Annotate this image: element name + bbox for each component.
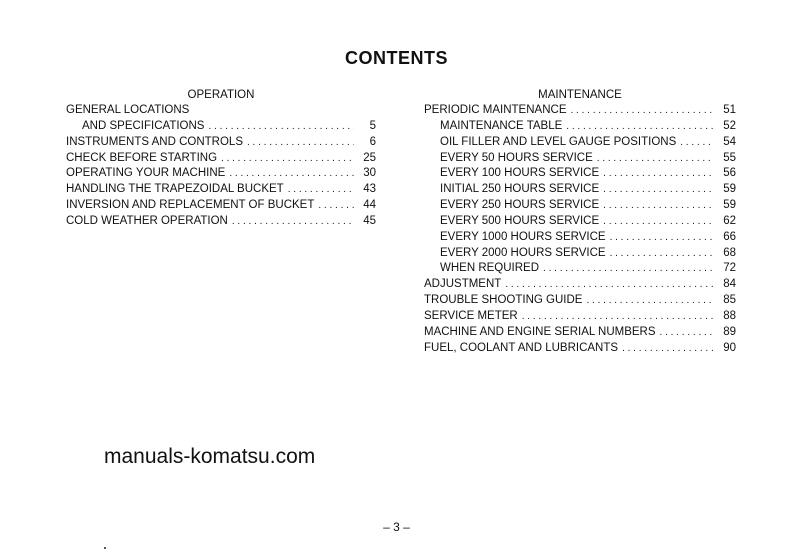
toc-entry[interactable] (424, 341, 736, 357)
page-number: – 3 – (383, 520, 410, 534)
toc-entry[interactable] (66, 119, 376, 135)
toc-dot-leader (566, 119, 714, 135)
toc-entry[interactable] (424, 182, 736, 198)
toc-entry-label: ADJUSTMENT (424, 278, 502, 291)
toc-entry[interactable] (66, 198, 376, 214)
toc-entry[interactable] (424, 325, 736, 341)
toc-entry[interactable] (424, 119, 736, 135)
toc-entry-page: 43 (363, 183, 376, 196)
toc-entry[interactable] (424, 293, 736, 309)
toc-entry[interactable] (66, 182, 376, 198)
toc-dot-leader (505, 277, 714, 293)
toc-dot-leader (603, 214, 714, 230)
toc-dot-leader (680, 135, 714, 151)
toc-entry-label: CHECK BEFORE STARTING (66, 151, 218, 164)
toc-entry-label: PERIODIC MAINTENANCE (424, 104, 567, 116)
toc-entry-page: 90 (723, 341, 736, 354)
toc-dot-leader (660, 325, 714, 341)
toc-entry-page: 54 (723, 135, 736, 148)
toc-entry[interactable] (424, 246, 736, 262)
toc-entry-label: EVERY 100 HOURS SERVICE (440, 167, 600, 180)
toc-entry-label: MACHINE AND ENGINE SERIAL NUMBERS (424, 325, 656, 338)
toc-entry-label: AND SPECIFICATIONS (82, 119, 205, 132)
toc-entry-label: EVERY 500 HOURS SERVICE (440, 214, 600, 227)
toc-entry-label: TROUBLE SHOOTING GUIDE (424, 294, 583, 307)
toc-entry-page: 85 (723, 294, 736, 307)
toc-dot-leader (586, 293, 714, 309)
toc-entry[interactable] (66, 151, 376, 167)
toc-dot-leader (229, 166, 354, 182)
maintenance-list (424, 103, 736, 357)
toc-entry-page: 68 (723, 246, 736, 259)
toc-dot-leader (597, 151, 714, 167)
toc-dot-leader (208, 119, 354, 135)
maintenance-heading: MAINTENANCE (538, 89, 622, 101)
toc-entry-label: EVERY 250 HOURS SERVICE (440, 199, 600, 212)
toc-entry-label: FUEL, COOLANT AND LUBRICANTS (424, 341, 619, 354)
toc-entry-page: 59 (723, 183, 736, 196)
operation-heading: OPERATION (187, 89, 255, 101)
toc-entry[interactable] (424, 103, 736, 119)
toc-entry[interactable] (424, 198, 736, 214)
toc-dot-leader (221, 151, 354, 167)
toc-entry[interactable] (424, 214, 736, 230)
toc-entry-page: 52 (723, 119, 736, 132)
operation-column (66, 88, 376, 230)
toc-entry-label: GENERAL LOCATIONS (66, 104, 190, 116)
toc-dot-leader (622, 341, 714, 357)
toc-entry-label: INITIAL 250 HOURS SERVICE (440, 183, 600, 196)
toc-entry[interactable] (424, 309, 736, 325)
toc-entry-page: 72 (723, 262, 736, 275)
toc-dot-leader (571, 103, 715, 119)
toc-entry-label: HANDLING THE TRAPEZOIDAL BUCKET (66, 183, 284, 196)
toc-entry[interactable] (424, 230, 736, 246)
toc-entry-label: INSTRUMENTS AND CONTROLS (66, 135, 243, 148)
toc-entry-label: EVERY 50 HOURS SERVICE (440, 151, 593, 164)
toc-entry[interactable] (424, 277, 736, 293)
toc-entry-label: EVERY 2000 HOURS SERVICE (440, 246, 606, 259)
toc-entry[interactable] (424, 261, 736, 277)
operation-list (66, 103, 376, 230)
toc-entry[interactable] (424, 135, 736, 151)
toc-entry-page: 30 (363, 167, 376, 180)
toc-entry[interactable] (66, 135, 376, 151)
toc-dot-leader (610, 246, 714, 262)
toc-entry-label: MAINTENANCE TABLE (440, 119, 563, 132)
toc-entry-label: EVERY 1000 HOURS SERVICE (440, 230, 606, 243)
toc-entry-page: 56 (723, 167, 736, 180)
toc-entry-page: 45 (363, 214, 376, 227)
toc-dot-leader (603, 166, 714, 182)
toc-dot-leader (543, 261, 714, 277)
toc-entry[interactable] (66, 166, 376, 182)
toc-entry-label: WHEN REQUIRED (440, 262, 540, 275)
toc-entry-page: 55 (723, 151, 736, 164)
maintenance-column (424, 88, 736, 357)
toc-dot-leader (247, 135, 354, 151)
toc-dot-leader (610, 230, 714, 246)
toc-entry-label: COLD WEATHER OPERATION (66, 214, 228, 227)
toc-entry-page: 51 (723, 104, 736, 116)
toc-entry[interactable] (66, 103, 376, 119)
toc-entry-page: 89 (723, 325, 736, 338)
toc-entry[interactable] (66, 214, 376, 230)
toc-entry-page: 62 (723, 214, 736, 227)
toc-entry-page: 6 (369, 135, 376, 148)
page-title: CONTENTS (345, 48, 448, 68)
toc-dot-leader (288, 182, 354, 198)
toc-entry-page: 66 (723, 230, 736, 243)
toc-entry-page: 44 (363, 199, 376, 212)
toc-dot-leader (232, 214, 354, 230)
toc-dot-leader (603, 182, 714, 198)
toc-entry-label: SERVICE METER (424, 309, 518, 322)
toc-dot-leader (318, 198, 354, 214)
toc-entry-label: INVERSION AND REPLACEMENT OF BUCKET (66, 199, 315, 212)
toc-entry-page: 84 (723, 278, 736, 291)
toc-dot-leader (603, 198, 714, 214)
watermark-link[interactable]: manuals-komatsu.com (104, 445, 316, 468)
toc-entry[interactable] (424, 166, 736, 182)
toc-dot-leader (522, 309, 714, 325)
toc-entry-label: OIL FILLER AND LEVEL GAUGE POSITIONS (440, 135, 677, 148)
toc-entry-page: 59 (723, 199, 736, 212)
toc-entry-page: 25 (363, 151, 376, 164)
toc-entry[interactable] (424, 151, 736, 167)
toc-entry-page: 88 (723, 309, 736, 322)
toc-entry-label: OPERATING YOUR MACHINE (66, 167, 226, 180)
scan-speck (104, 547, 106, 549)
toc-entry-page: 5 (369, 119, 376, 132)
